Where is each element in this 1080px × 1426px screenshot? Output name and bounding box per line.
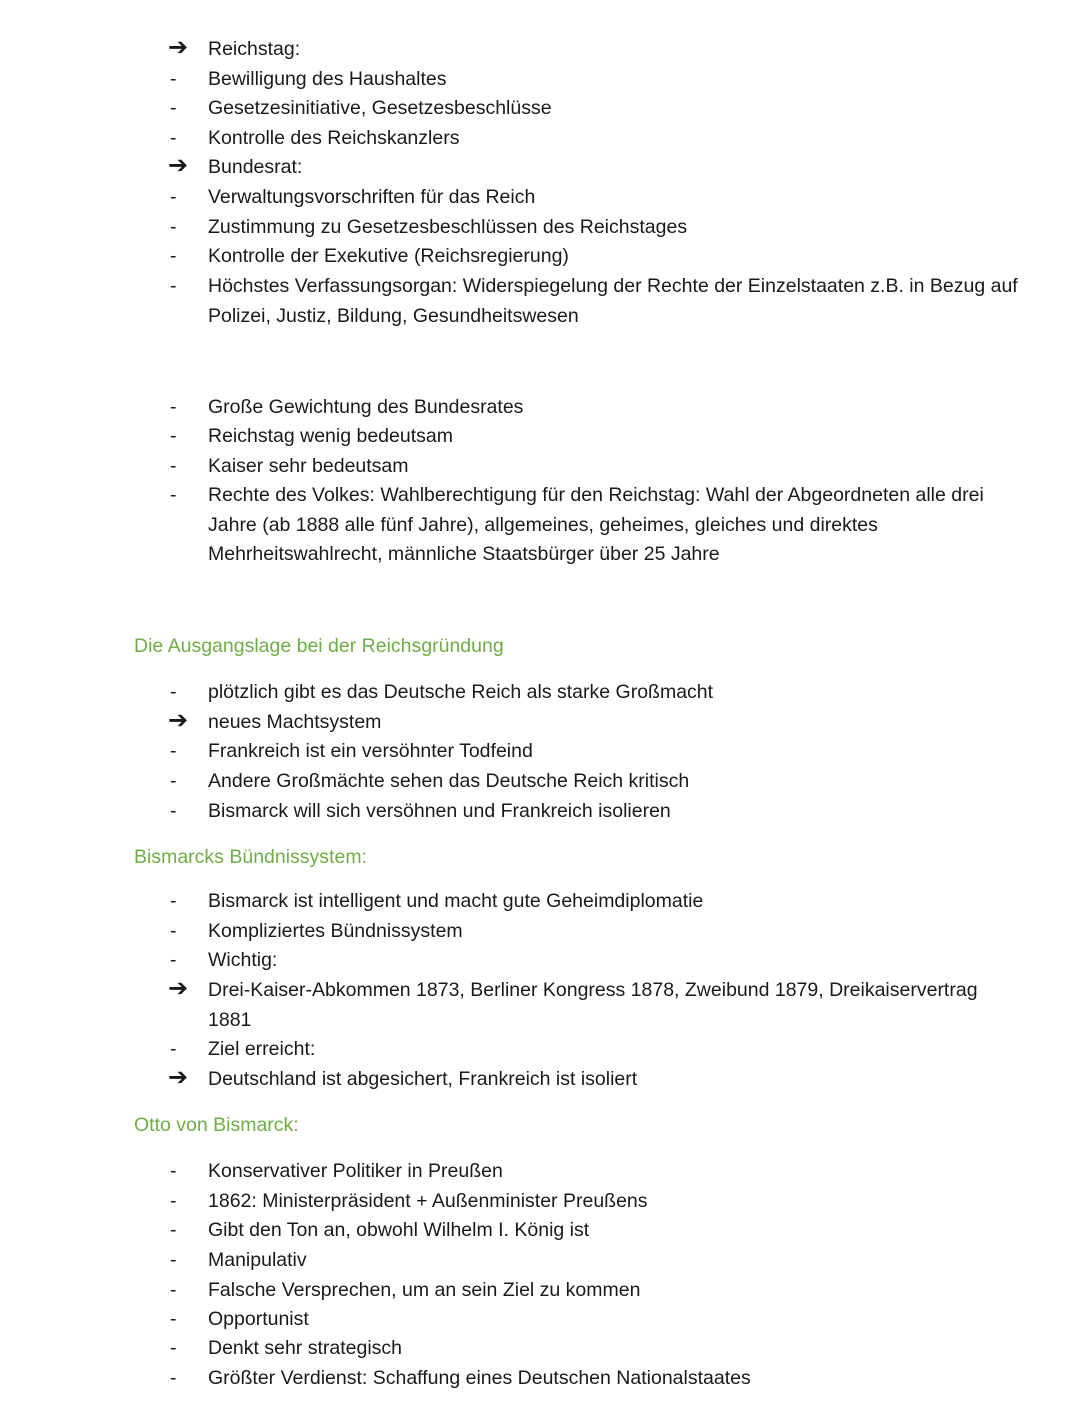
list-item-continuation: Mehrheitswahlrecht, männliche Staatsbürger über 25 Jahre <box>208 543 720 565</box>
list-item-text: Konservativer Politiker in Preußen <box>208 1160 503 1182</box>
dash-bullet: - <box>170 216 177 238</box>
list-item <box>0 1156 1080 1186</box>
list-item-continuation: 1881 <box>208 1009 252 1031</box>
list-item-text: Höchstes Verfassungsorgan: Widerspiegelung der Rechte der Einzelstaaten z.B. in Bezug auf <box>208 275 1018 297</box>
arrow-icon: ➔ <box>168 975 189 1002</box>
list-item-text: plötzlich gibt es das Deutsche Reich als starke Großmacht <box>208 681 714 703</box>
dash-bullet: - <box>170 68 177 90</box>
dash-bullet: - <box>170 800 177 822</box>
list-item <box>0 975 1080 1005</box>
dash-bullet: - <box>170 681 177 703</box>
dash-bullet: - <box>170 740 177 762</box>
list-item-text: Zustimmung zu Gesetzesbeschlüssen des Reichstages <box>208 216 688 238</box>
list-item <box>0 64 1080 94</box>
list-item-text: Frankreich ist ein versöhnter Todfeind <box>208 740 533 762</box>
list-item-text: neues Machtsystem <box>208 711 382 733</box>
dash-bullet: - <box>170 1249 177 1271</box>
list-item <box>0 1064 1080 1094</box>
list-item-text: Drei-Kaiser-Abkommen 1873, Berliner Kongress 1878, Zweibund 1879, Dreikaiservertrag <box>208 979 978 1001</box>
list-item-text: Ziel erreicht: <box>208 1038 316 1060</box>
list-item <box>0 1215 1080 1245</box>
dash-bullet: - <box>170 949 177 971</box>
list-item-text: Größter Verdienst: Schaffung eines Deutschen Nationalstaates <box>208 1367 751 1389</box>
list-item-text: Rechte des Volkes: Wahlberechtigung für den Reichstag: Wahl der Abgeordneten alle drei <box>208 484 984 506</box>
section-heading: Die Ausgangslage bei der Reichsgründung <box>134 635 504 657</box>
arrow-icon: ➔ <box>168 707 189 734</box>
list-item-text: Bismarck will sich versöhnen und Frankreich isolieren <box>208 800 671 822</box>
dash-bullet: - <box>170 770 177 792</box>
list-item <box>0 1034 1080 1064</box>
section-heading: Bismarcks Bündnissystem: <box>134 846 367 868</box>
list-item <box>0 796 1080 826</box>
list-item <box>0 1304 1080 1334</box>
list-item-text: Gibt den Ton an, obwohl Wilhelm I. König ist <box>208 1219 590 1241</box>
list-item-text: Reichstag: <box>208 38 301 60</box>
list-item <box>0 766 1080 796</box>
list-item <box>0 451 1080 481</box>
arrow-icon: ➔ <box>168 34 189 61</box>
dash-bullet: - <box>170 484 177 506</box>
list-item-text: Denkt sehr strategisch <box>208 1337 403 1359</box>
section-heading: Otto von Bismarck: <box>134 1114 299 1136</box>
dash-bullet: - <box>170 1279 177 1301</box>
list-item-text: Kontrolle des Reichskanzlers <box>208 127 460 149</box>
list-item-text: Wichtig: <box>208 949 278 971</box>
list-item-text: Manipulativ <box>208 1249 307 1271</box>
list-item-text: Reichstag wenig bedeutsam <box>208 425 453 447</box>
dash-bullet: - <box>170 1190 177 1212</box>
dash-bullet: - <box>170 1308 177 1330</box>
dash-bullet: - <box>170 1337 177 1359</box>
list-item-text: Andere Großmächte sehen das Deutsche Reich kritisch <box>208 770 690 792</box>
list-item-text: Bewilligung des Haushaltes <box>208 68 447 90</box>
dash-bullet: - <box>170 455 177 477</box>
list-item-continuation: Polizei, Justiz, Bildung, Gesundheitswesen <box>208 305 579 327</box>
arrow-icon: ➔ <box>168 1064 189 1091</box>
list-item <box>0 1275 1080 1305</box>
dash-bullet: - <box>170 127 177 149</box>
dash-bullet: - <box>170 425 177 447</box>
dash-bullet: - <box>170 186 177 208</box>
list-item <box>0 1186 1080 1216</box>
list-item <box>0 93 1080 123</box>
list-item <box>0 677 1080 707</box>
dash-bullet: - <box>170 890 177 912</box>
list-item-text: Opportunist <box>208 1308 309 1330</box>
dash-bullet: - <box>170 97 177 119</box>
list-item-text: Bismarck ist intelligent und macht gute Geheimdiplomatie <box>208 890 704 912</box>
dash-bullet: - <box>170 1160 177 1182</box>
list-item <box>0 392 1080 422</box>
list-item <box>0 1363 1080 1393</box>
list-item <box>0 123 1080 153</box>
list-item <box>0 886 1080 916</box>
dash-bullet: - <box>170 1219 177 1241</box>
list-item-text: Kompliziertes Bündnissystem <box>208 920 463 942</box>
arrow-icon: ➔ <box>168 152 189 179</box>
dash-bullet: - <box>170 245 177 267</box>
list-item <box>0 707 1080 737</box>
list-item <box>0 212 1080 242</box>
list-item <box>0 1333 1080 1363</box>
list-item-text: Kontrolle der Exekutive (Reichsregierung) <box>208 245 569 267</box>
list-item <box>0 916 1080 946</box>
list-item-text: Große Gewichtung des Bundesrates <box>208 396 524 418</box>
list-item <box>0 34 1080 64</box>
list-item <box>0 480 1080 510</box>
list-item-text: Kaiser sehr bedeutsam <box>208 455 409 477</box>
dash-bullet: - <box>170 275 177 297</box>
dash-bullet: - <box>170 1367 177 1389</box>
list-item-text: 1862: Ministerpräsident + Außenminister Preußens <box>208 1190 648 1212</box>
list-item <box>0 1245 1080 1275</box>
list-item-text: Falsche Versprechen, um an sein Ziel zu kommen <box>208 1279 641 1301</box>
list-item <box>0 241 1080 271</box>
list-item <box>0 271 1080 301</box>
dash-bullet: - <box>170 396 177 418</box>
list-item <box>0 182 1080 212</box>
list-item-text: Deutschland ist abgesichert, Frankreich ist isoliert <box>208 1068 638 1090</box>
dash-bullet: - <box>170 920 177 942</box>
list-item-continuation: Jahre (ab 1888 alle fünf Jahre), allgemeines, geheimes, gleiches und direktes <box>208 514 878 536</box>
list-item <box>0 736 1080 766</box>
dash-bullet: - <box>170 1038 177 1060</box>
list-item <box>0 152 1080 182</box>
list-item <box>0 421 1080 451</box>
list-item-text: Verwaltungsvorschriften für das Reich <box>208 186 536 208</box>
list-item <box>0 945 1080 975</box>
list-item-text: Bundesrat: <box>208 156 303 178</box>
list-item-text: Gesetzesinitiative, Gesetzesbeschlüsse <box>208 97 552 119</box>
